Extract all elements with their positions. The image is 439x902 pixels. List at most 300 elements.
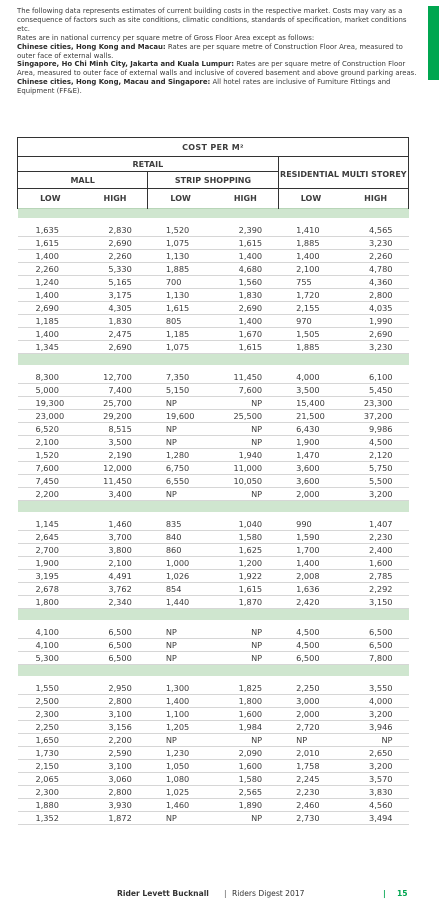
cost-cell: 3,830: [343, 786, 408, 799]
cost-cell: 1,615: [148, 302, 213, 315]
group-band: [18, 209, 409, 219]
cost-table: [17, 137, 409, 825]
cost-cell: 3,494: [343, 812, 408, 825]
cost-cell: 1,280: [148, 449, 213, 462]
cost-cell: NP: [213, 436, 278, 449]
cost-cell: 970: [278, 315, 343, 328]
table-row: [18, 583, 409, 596]
cost-cell: 21,500: [278, 410, 343, 423]
cost-cell: 1,075: [148, 341, 213, 354]
cost-cell: 1,885: [278, 341, 343, 354]
cost-cell: 3,500: [278, 384, 343, 397]
table-row: [18, 250, 409, 263]
cost-cell: 5,450: [343, 384, 408, 397]
cost-cell: 4,000: [278, 371, 343, 384]
cost-cell: 1,880: [18, 799, 83, 812]
cost-cell: 1,352: [18, 812, 83, 825]
cost-cell: 5,300: [18, 652, 83, 665]
cost-cell: 2,090: [213, 747, 278, 760]
cost-cell: 3,762: [83, 583, 148, 596]
cost-per-m2-header: COST PER M²: [18, 138, 409, 157]
cost-cell: 4,000: [343, 695, 408, 708]
group-band-cell: [18, 354, 409, 366]
cost-cell: 8,300: [18, 371, 83, 384]
intro-paragraph: The following data represents estimates of current building costs in the respective market. Costs may vary as a consequence of factors such as site conditions, climatic conditions, standards of specification, market conditions etc.: [17, 7, 407, 33]
cost-cell: NP: [213, 812, 278, 825]
cost-cell: 1,520: [18, 449, 83, 462]
cost-cell: 19,600: [148, 410, 213, 423]
cost-cell: 4,035: [343, 302, 408, 315]
cost-cell: 6,500: [83, 652, 148, 665]
cost-cell: 1,460: [148, 799, 213, 812]
cost-cell: 2,390: [213, 224, 278, 237]
cost-cell: 1,885: [148, 263, 213, 276]
cost-cell: 3,230: [343, 237, 408, 250]
cost-cell: 1,636: [278, 583, 343, 596]
cost-cell: 2,720: [278, 721, 343, 734]
high-header: HIGH: [213, 189, 278, 209]
cost-cell: NP: [148, 488, 213, 501]
cost-cell: 1,730: [18, 747, 83, 760]
cost-cell: 1,025: [148, 786, 213, 799]
cost-cell: 5,150: [148, 384, 213, 397]
cost-cell: 2,460: [278, 799, 343, 812]
cost-cell: 2,830: [83, 224, 148, 237]
cost-cell: 7,600: [18, 462, 83, 475]
table-row: [18, 462, 409, 475]
cost-cell: 1,300: [148, 682, 213, 695]
cost-cell: 1,400: [213, 250, 278, 263]
section-tab-marker: [428, 6, 439, 80]
cost-cell: 4,491: [83, 570, 148, 583]
cost-cell: 7,800: [343, 652, 408, 665]
cost-cell: 1,185: [18, 315, 83, 328]
cost-cell: 1,600: [213, 760, 278, 773]
cost-cell: NP: [213, 652, 278, 665]
table-row: [18, 315, 409, 328]
cost-cell: NP: [148, 436, 213, 449]
cost-cell: 2,650: [343, 747, 408, 760]
cost-cell: 4,565: [343, 224, 408, 237]
table-row: [18, 488, 409, 501]
cost-cell: 3,156: [83, 721, 148, 734]
cost-cell: 3,230: [343, 341, 408, 354]
cost-cell: 2,260: [343, 250, 408, 263]
cost-cell: 7,600: [213, 384, 278, 397]
table-row: [18, 570, 409, 583]
cost-cell: 2,008: [278, 570, 343, 583]
cost-cell: 12,700: [83, 371, 148, 384]
cost-cell: NP: [148, 639, 213, 652]
cost-cell: 3,200: [343, 708, 408, 721]
cost-cell: 6,750: [148, 462, 213, 475]
cost-cell: NP: [148, 397, 213, 410]
cost-cell: 1,615: [18, 237, 83, 250]
cost-cell: 2,100: [278, 263, 343, 276]
table-row: [18, 544, 409, 557]
cost-cell: 23,300: [343, 397, 408, 410]
residential-header: RESIDENTIAL MULTI STOREY: [278, 157, 408, 189]
cost-cell: 1,230: [148, 747, 213, 760]
note-sea-cities: [17, 60, 421, 78]
cost-cell: 1,000: [148, 557, 213, 570]
cost-table-body: [18, 209, 409, 825]
table-row: [18, 449, 409, 462]
cost-cell: 2,065: [18, 773, 83, 786]
table-row: [18, 302, 409, 315]
cost-cell: 3,100: [83, 760, 148, 773]
cost-cell: 3,600: [278, 462, 343, 475]
cost-cell: 2,690: [18, 302, 83, 315]
cost-cell: 2,785: [343, 570, 408, 583]
cost-cell: 6,100: [343, 371, 408, 384]
cost-cell: 3,200: [343, 760, 408, 773]
cost-cell: 6,520: [18, 423, 83, 436]
cost-cell: 4,100: [18, 639, 83, 652]
cost-cell: 6,500: [343, 626, 408, 639]
footer-publication: Riders Digest 2017: [232, 889, 305, 898]
cost-cell: 1,050: [148, 760, 213, 773]
cost-cell: 755: [278, 276, 343, 289]
low-header: LOW: [278, 189, 343, 209]
cost-cell: 3,150: [343, 596, 408, 609]
cost-cell: 4,305: [83, 302, 148, 315]
cost-cell: 2,155: [278, 302, 343, 315]
cost-cell: 2,245: [278, 773, 343, 786]
cost-cell: 2,500: [18, 695, 83, 708]
cost-cell: 1,830: [213, 289, 278, 302]
cost-cell: 854: [148, 583, 213, 596]
cost-cell: 1,400: [213, 315, 278, 328]
cost-cell: 1,625: [213, 544, 278, 557]
cost-cell: 12,000: [83, 462, 148, 475]
cost-cell: 3,550: [343, 682, 408, 695]
cost-cell: 1,400: [148, 695, 213, 708]
table-row: [18, 410, 409, 423]
cost-cell: 1,145: [18, 518, 83, 531]
table-row: [18, 518, 409, 531]
cost-cell: 2,700: [18, 544, 83, 557]
table-row: [18, 747, 409, 760]
cost-cell: 5,500: [343, 475, 408, 488]
group-band: [18, 609, 409, 621]
cost-cell: 1,460: [83, 518, 148, 531]
table-row: [18, 423, 409, 436]
cost-cell: 2,100: [18, 436, 83, 449]
cost-cell: 1,470: [278, 449, 343, 462]
group-band: [18, 354, 409, 366]
table-row: [18, 695, 409, 708]
cost-cell: 990: [278, 518, 343, 531]
cost-cell: 2,340: [83, 596, 148, 609]
cost-cell: 1,890: [213, 799, 278, 812]
high-header: HIGH: [343, 189, 408, 209]
cost-cell: 1,407: [343, 518, 408, 531]
cost-cell: 5,330: [83, 263, 148, 276]
table-row: [18, 626, 409, 639]
cost-cell: NP: [213, 423, 278, 436]
cost-cell: 7,450: [18, 475, 83, 488]
table-row: [18, 237, 409, 250]
cost-cell: 15,400: [278, 397, 343, 410]
cost-cell: 2,300: [18, 708, 83, 721]
cost-cell: 2,230: [343, 531, 408, 544]
table-row: [18, 596, 409, 609]
cost-cell: 5,750: [343, 462, 408, 475]
cost-cell: 1,758: [278, 760, 343, 773]
cost-cell: 835: [148, 518, 213, 531]
cost-cell: 4,360: [343, 276, 408, 289]
intro-rates-note: Rates are in national currency per square metre of Gross Floor Area except as follows:: [17, 33, 315, 42]
cost-cell: 2,100: [83, 557, 148, 570]
cost-cell: 6,500: [83, 639, 148, 652]
cost-cell: 1,900: [18, 557, 83, 570]
table-row: [18, 263, 409, 276]
cost-cell: 19,300: [18, 397, 83, 410]
cost-cell: 1,940: [213, 449, 278, 462]
cost-cell: 805: [148, 315, 213, 328]
group-band-cell: [18, 501, 409, 513]
cost-cell: 2,150: [18, 760, 83, 773]
cost-cell: 6,430: [278, 423, 343, 436]
cost-cell: 4,780: [343, 263, 408, 276]
cost-cell: 37,200: [343, 410, 408, 423]
cost-cell: 2,260: [83, 250, 148, 263]
cost-cell: 840: [148, 531, 213, 544]
cost-cell: 1,580: [213, 531, 278, 544]
cost-cell: 1,410: [278, 224, 343, 237]
footer-page-bar: |: [383, 889, 386, 898]
table-row: [18, 276, 409, 289]
cost-cell: 2,565: [213, 786, 278, 799]
table-row: [18, 799, 409, 812]
cost-cell: 25,500: [213, 410, 278, 423]
cost-cell: NP: [278, 734, 343, 747]
cost-cell: 3,200: [343, 488, 408, 501]
table-row: [18, 475, 409, 488]
cost-cell: 2,690: [213, 302, 278, 315]
cost-cell: 3,100: [83, 708, 148, 721]
table-row: [18, 371, 409, 384]
cost-cell: 1,600: [213, 708, 278, 721]
cost-cell: 1,900: [278, 436, 343, 449]
cost-cell: 1,130: [148, 250, 213, 263]
cost-cell: 1,185: [148, 328, 213, 341]
cost-cell: 5,000: [18, 384, 83, 397]
cost-cell: 1,400: [278, 250, 343, 263]
cost-cell: 700: [148, 276, 213, 289]
cost-cell: 9,986: [343, 423, 408, 436]
low-header: LOW: [18, 189, 83, 209]
table-row: [18, 760, 409, 773]
cost-cell: 4,680: [213, 263, 278, 276]
cost-cell: 2,200: [83, 734, 148, 747]
cost-cell: 7,350: [148, 371, 213, 384]
cost-cell: 2,800: [83, 786, 148, 799]
strip-shopping-header: STRIP SHOPPING: [148, 172, 278, 189]
cost-cell: 3,800: [83, 544, 148, 557]
table-row: [18, 531, 409, 544]
cost-cell: 3,570: [343, 773, 408, 786]
cost-cell: 1,635: [18, 224, 83, 237]
retail-header: RETAIL: [18, 157, 279, 172]
cost-cell: 1,040: [213, 518, 278, 531]
cost-cell: 2,300: [18, 786, 83, 799]
cost-cell: 2,730: [278, 812, 343, 825]
cost-cell: NP: [213, 639, 278, 652]
cost-cell: 11,450: [83, 475, 148, 488]
group-band-cell: [18, 209, 409, 219]
table-row: [18, 652, 409, 665]
table-row: [18, 734, 409, 747]
cost-cell: 3,195: [18, 570, 83, 583]
cost-cell: 1,984: [213, 721, 278, 734]
note-china-hk-macau: [17, 43, 421, 61]
table-row: [18, 639, 409, 652]
cost-cell: 1,650: [18, 734, 83, 747]
table-row: [18, 812, 409, 825]
cost-cell: 3,600: [278, 475, 343, 488]
cost-cell: NP: [148, 423, 213, 436]
cost-cell: 1,505: [278, 328, 343, 341]
table-row: [18, 397, 409, 410]
cost-cell: NP: [213, 488, 278, 501]
table-row: [18, 436, 409, 449]
footer-separator: |: [224, 889, 227, 898]
cost-cell: 1,825: [213, 682, 278, 695]
cost-cell: 1,800: [18, 596, 83, 609]
cost-cell: 2,000: [278, 488, 343, 501]
cost-cell: 1,615: [213, 341, 278, 354]
cost-cell: 2,190: [83, 449, 148, 462]
cost-cell: 3,060: [83, 773, 148, 786]
mall-header: MALL: [18, 172, 148, 189]
cost-cell: NP: [213, 734, 278, 747]
cost-cell: 2,000: [278, 708, 343, 721]
table-row: [18, 557, 409, 570]
cost-cell: 2,420: [278, 596, 343, 609]
cost-cell: 2,800: [83, 695, 148, 708]
intro-notes: [17, 7, 421, 96]
cost-cell: NP: [213, 397, 278, 410]
cost-cell: NP: [213, 626, 278, 639]
cost-cell: 6,500: [343, 639, 408, 652]
cost-cell: 11,000: [213, 462, 278, 475]
cost-cell: 1,615: [213, 583, 278, 596]
table-row: [18, 328, 409, 341]
cost-cell: 2,120: [343, 449, 408, 462]
cost-cell: 5,165: [83, 276, 148, 289]
cost-cell: 1,100: [148, 708, 213, 721]
cost-cell: 4,100: [18, 626, 83, 639]
cost-cell: 1,200: [213, 557, 278, 570]
table-row: [18, 289, 409, 302]
cost-cell: 1,885: [278, 237, 343, 250]
cost-cell: 23,000: [18, 410, 83, 423]
cost-cell: 4,500: [278, 639, 343, 652]
cost-cell: 25,700: [83, 397, 148, 410]
table-row: [18, 786, 409, 799]
low-header: LOW: [148, 189, 213, 209]
high-header: HIGH: [83, 189, 148, 209]
cost-cell: 1,560: [213, 276, 278, 289]
group-band: [18, 665, 409, 677]
cost-cell: 10,050: [213, 475, 278, 488]
cost-cell: 1,205: [148, 721, 213, 734]
cost-cell: NP: [148, 734, 213, 747]
cost-cell: 2,230: [278, 786, 343, 799]
cost-cell: 3,930: [83, 799, 148, 812]
group-band-cell: [18, 609, 409, 621]
cost-cell: 2,400: [343, 544, 408, 557]
cost-cell: 3,946: [343, 721, 408, 734]
table-row: [18, 384, 409, 397]
cost-cell: 1,990: [343, 315, 408, 328]
cost-cell: 1,872: [83, 812, 148, 825]
cost-cell: 4,560: [343, 799, 408, 812]
cost-cell: 1,400: [18, 250, 83, 263]
cost-cell: 3,400: [83, 488, 148, 501]
page-number: 15: [397, 889, 408, 898]
cost-cell: 3,500: [83, 436, 148, 449]
cost-cell: 3,000: [278, 695, 343, 708]
cost-cell: 2,690: [83, 341, 148, 354]
note-text: Rates are per square metre of Construction Floor Area, measured to outer face of external walls and inclusive of covered basement and above ground parking areas.: [17, 60, 417, 78]
cost-cell: 2,690: [343, 328, 408, 341]
cost-cell: 1,345: [18, 341, 83, 354]
footer-brand: Rider Levett Bucknall: [117, 889, 209, 898]
cost-cell: 3,175: [83, 289, 148, 302]
cost-cell: 1,870: [213, 596, 278, 609]
cost-cell: 1,026: [148, 570, 213, 583]
cost-cell: 2,260: [18, 263, 83, 276]
cost-cell: 1,600: [343, 557, 408, 570]
cost-cell: 1,800: [213, 695, 278, 708]
cost-cell: 8,515: [83, 423, 148, 436]
table-row: [18, 224, 409, 237]
table-row: [18, 682, 409, 695]
cost-cell: 6,500: [278, 652, 343, 665]
cost-cell: 1,400: [18, 328, 83, 341]
cost-cell: 2,590: [83, 747, 148, 760]
cost-cell: 1,130: [148, 289, 213, 302]
cost-cell: 11,450: [213, 371, 278, 384]
cost-cell: 2,010: [278, 747, 343, 760]
cost-cell: 1,240: [18, 276, 83, 289]
table-row: [18, 721, 409, 734]
cost-cell: 4,500: [278, 626, 343, 639]
table-row: [18, 341, 409, 354]
cost-cell: NP: [148, 626, 213, 639]
cost-cell: 29,200: [83, 410, 148, 423]
cost-cell: 1,720: [278, 289, 343, 302]
cost-cell: 1,670: [213, 328, 278, 341]
cost-cell: 6,500: [83, 626, 148, 639]
cost-cell: 2,475: [83, 328, 148, 341]
note-hotel-ffe: [17, 78, 421, 96]
cost-cell: 1,440: [148, 596, 213, 609]
cost-cell: 860: [148, 544, 213, 557]
cost-cell: 6,550: [148, 475, 213, 488]
cost-cell: 1,700: [278, 544, 343, 557]
cost-cell: 1,590: [278, 531, 343, 544]
cost-cell: 2,678: [18, 583, 83, 596]
table-row: [18, 708, 409, 721]
note-text: Rates are per square metre of Construction Floor Area, measured to outer face of external walls.: [17, 42, 403, 60]
cost-cell: 2,250: [278, 682, 343, 695]
cost-cell: 2,250: [18, 721, 83, 734]
cost-cell: 7,400: [83, 384, 148, 397]
